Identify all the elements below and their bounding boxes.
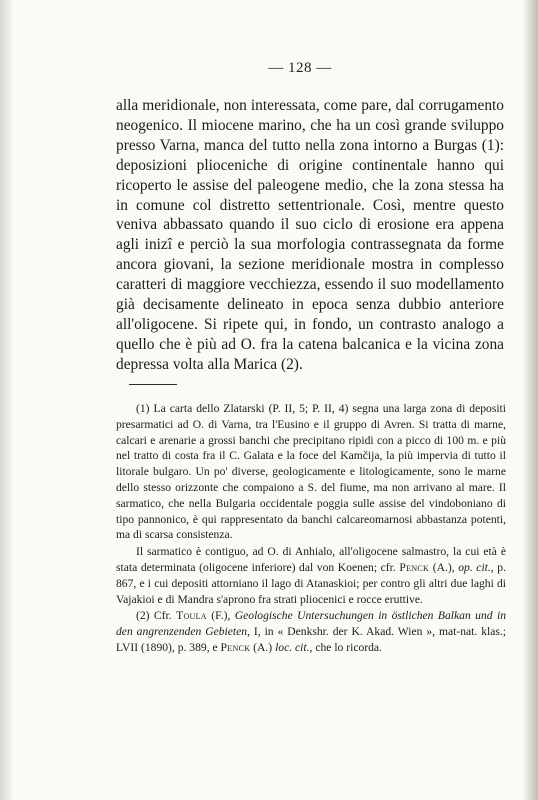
body-paragraph: alla meridionale, non interessata, come pare, dal corrugamento neogenico. Il miocene marino, che ha un così grande sviluppo presso Varna, manca del tutto nella zona intorno a Burgas (1): deposizioni plioceniche di origine continentale hanno qui ricoperto le assise del paleogene medio, che la zona stessa ha in comune col distretto settentrionale. Così, mentre questo veniva abbassato quando il suo ciclo di erosione era appena agli inizî e perciò la sua morfologia contrassegnata da forme ancora giovani, la sezione meridionale mostra in complesso caratteri di maggiore vecchiezza, essendo il suo modellamento già decisamente delineato in epoca senza dubbio anteriore all'oligocene. Si ripete qui, in fondo, un contrasto analogo a quello che è più ad O. fra la catena balcanica e la vicina zona depressa volta alla Marica (2).: [116, 97, 504, 373]
footnotes: [116, 401, 506, 657]
footnote-text: , I, in « Denkshr. der K. Akad. Wien », mat-nat. klas.; LVII (1890), p. 389, e: [116, 625, 506, 654]
citation-abbrev: op. cit.: [458, 560, 491, 574]
footnote-text: (A.): [250, 640, 276, 654]
footnote-text: , che lo ricorda.: [309, 640, 382, 654]
body-text: [116, 96, 504, 375]
footnote-text: (F.),: [206, 609, 235, 623]
footnote-separator: [129, 384, 177, 385]
citation-abbrev: loc. cit.: [275, 640, 310, 654]
scan-shadow-left: [0, 0, 12, 800]
footnote-text: , p. 867, e i cui depositi attorniano il lago di Atanaskioi; per contro gli altri due laghi di Vajakioi e di Mandra s'aprono fra strati pliocenici e rocce eruttive.: [116, 560, 506, 606]
author-name: Toula: [176, 609, 207, 623]
author-name: Penck: [220, 640, 251, 654]
author-name: Penck: [399, 560, 430, 574]
page-number: — 128 —: [268, 60, 332, 76]
footnote-1-paragraph-2: [116, 544, 506, 607]
work-title: Geologische Untersuchungen in östlichen Balkan und in den angrenzenden Gebieten: [116, 609, 506, 639]
scan-shadow-right: [522, 0, 538, 800]
footnote-text: (2) Cfr.: [136, 609, 177, 623]
footnote-text: Il sarmatico è contiguo, ad O. di Anhialo, all'oligocene salmastro, la cui età è stata determinata (oligocene inferiore) dal von Koenen; cfr.: [116, 545, 506, 574]
footnote-text: (A.),: [429, 560, 459, 574]
footnote-2: [116, 608, 506, 655]
footnote-1-paragraph-1: (1) La carta dello Zlatarski (P. II, 5; P. II, 4) segna una larga zona di depositi presarmatici ad O. di Varna, tra l'Eusino e il gruppo di Avren. Si tratta di marne, calcari e arenarie a grossi banchi che precipitano ripidi con a picco di 100 m. e più nel tratto di costa fra il C. Galata e la foce del Kamčija, la più impervia di tutto il litorale bulgaro. Un po' diverse, geologicamente e litologicamente, sono le marne dello stesso orizzonte che compaiono a S. del fiume, ma non arrivano al mare. Il sarmatico, che nella Bulgaria occidentale poggia sulle assise del vindoboniano di tipo pannonico, è qui rappresentato da banchi calcareomarnosi abbastanza potenti, ma di scarsa consistenza.: [116, 402, 506, 542]
